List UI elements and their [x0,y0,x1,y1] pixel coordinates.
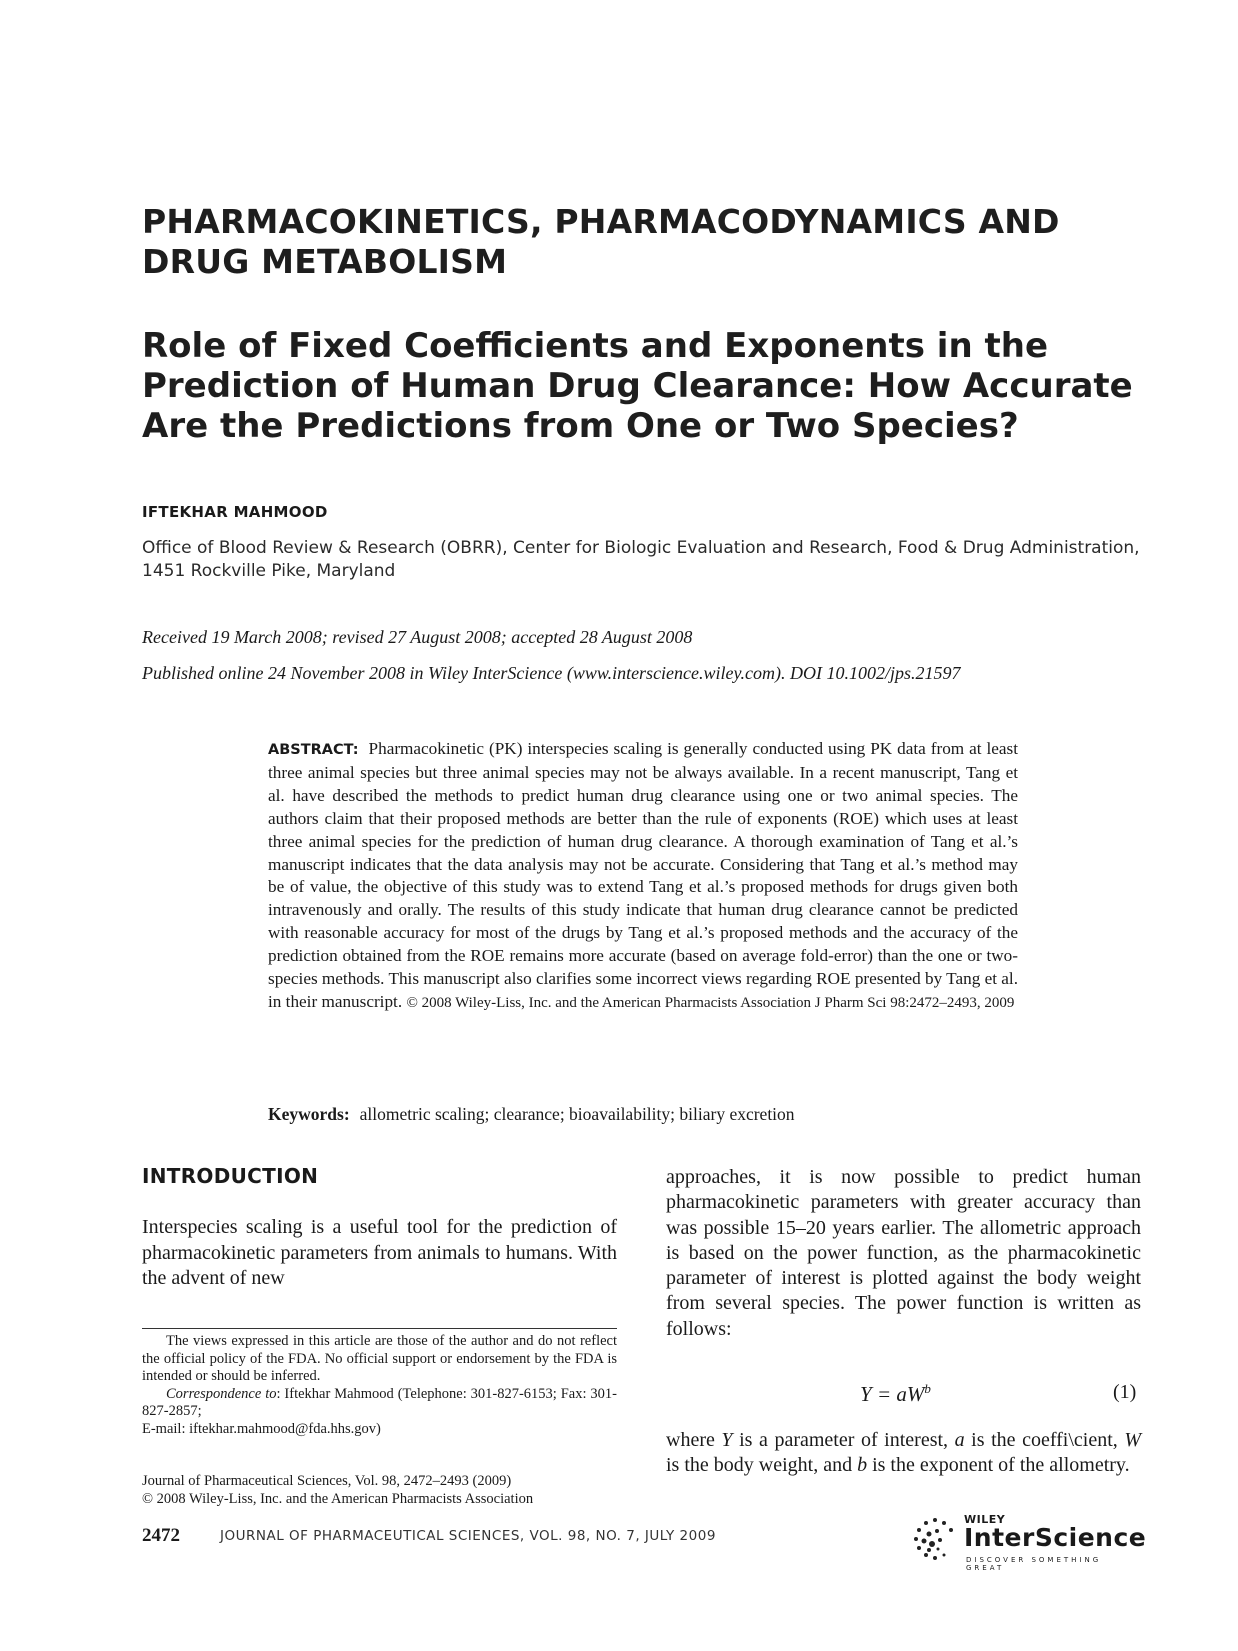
received-dates: Received 19 March 2008; revised 27 August 2008; accepted 28 August 2008 [142,627,693,647]
explanation-text: is a parameter of interest, [732,1429,955,1451]
correspondence-label: Correspondence to [166,1385,277,1402]
article-title: Role of Fixed Coefficients and Exponents in the Prediction of Human Drug Clearance: How Accurate Are the Predictions from One or Two Species? [142,326,1133,446]
footnote-correspondence [142,1386,617,1421]
equation-number: (1) [1113,1381,1137,1403]
keywords-label: Keywords: [268,1104,350,1124]
footnote-email: E-mail: iftekhar.mahmood@fda.hhs.gov) [142,1420,381,1437]
footnote-divider [142,1328,617,1329]
equation [860,1381,931,1407]
equation-rhs: = aW [871,1382,925,1406]
logo-wiley-text: WILEY [964,1513,1006,1526]
explanation-text: where [666,1429,722,1451]
wiley-interscience-logo [910,1510,1147,1572]
author-name: IFTEKHAR MAHMOOD [142,503,328,521]
globe-icon [910,1514,960,1564]
explanation-text: is the body weight, and [666,1454,858,1477]
logo-interscience-text: InterScience [964,1523,1147,1552]
footnote-disclaimer: The views expressed in this article are those of the author and do not reflect the official policy of the FDA. No official support or endorsement by the FDA is intended or should be inferred. [142,1333,617,1385]
journal-copyright: © 2008 Wiley-Liss, Inc. and the American Pharmacists Association [142,1491,534,1507]
equation-explanation [666,1428,1141,1479]
publication-info: Published online 24 November 2008 in Wiley InterScience (www.interscience.wiley.com). DOI 10.1002/jps.21597 [142,663,961,683]
variable-w: W [1124,1429,1141,1451]
abstract-copyright: © 2008 Wiley-Liss, Inc. and the American Pharmacists Association J Pharm Sci 98:2472–2493, 2009 [406,994,1015,1011]
introduction-left-text: Interspecies scaling is a useful tool for the prediction of pharmacokinetic parameters from animals to humans. With the advent of new [142,1216,617,1289]
journal-line: Journal of Pharmaceutical Sciences, Vol. 98, 2472–2493 (2009) [142,1473,512,1489]
correspondence-details: : Iftekhar Mahmood (Telephone: 301-827-6153; Fax: 301-827-2857; [142,1385,617,1420]
section-heading: PHARMACOKINETICS, PHARMACODYNAMICS AND DRUG METABOLISM [142,202,1060,281]
keywords-list: allometric scaling; clearance; bioavailability; biliary excretion [359,1104,795,1124]
abstract-text: Pharmacokinetic (PK) interspecies scaling is generally conducted using PK data from at least three animal species but three animal species may not be always available. In a recent manuscript, Tang et al. have described the methods to predict human drug clearance using one or two animal species. The authors claim that their proposed methods are better than the rule of exponents (ROE) which uses at least three animal species for the prediction of human drug clearance. A thorough examination of Tang et al.’s manuscript indicates that the data analysis may not be accurate. Considering that Tang et al.’s method may be of value, the objective of this study was to extend Tang et al.’s proposed methods for drugs given both intravenously and orally. The results of this study indicate that human drug clearance cannot be predicted with reasonable accuracy for most of the drugs by Tang et al.’s proposed methods and the accuracy of the prediction obtained from the ROE remains more accurate (based on average fold-error) than the one or two-species methods. This manuscript also clarifies some incorrect views regarding ROE presented by Tang et al. in their manuscript. [268,739,1018,1011]
equation-exponent: b [924,1381,931,1396]
running-footer: JOURNAL OF PHARMACEUTICAL SCIENCES, VOL. 98, NO. 7, JULY 2009 [220,1528,716,1544]
page-number: 2472 [142,1525,180,1546]
introduction-right-text: approaches, it is now possible to predict human pharmacokinetic parameters with greater accuracy than was possible 15–20 years earlier. The allometric approach is based on the power function, as the pharmacokinetic parameter of interest is plotted against the body weight from several species. The power function is written as follows: [666,1166,1141,1340]
footnotes [142,1333,617,1439]
variable-b: b [857,1454,868,1477]
explanation-text: is the exponent of the allometry. [867,1454,1130,1477]
explanation-text: is the coeffi\cient, [964,1429,1125,1451]
logo-tagline: DISCOVER SOMETHING GREAT [966,1556,1102,1572]
variable-y: Y [721,1429,733,1451]
keywords [268,1104,795,1125]
abstract [268,738,1018,1015]
introduction-heading: INTRODUCTION [142,1164,319,1188]
journal-info [142,1472,617,1508]
equation-lhs: Y [860,1382,872,1406]
variable-a: a [954,1429,965,1451]
abstract-label: ABSTRACT: [268,742,359,758]
author-affiliation: Office of Blood Review & Research (OBRR), Center for Biologic Evaluation and Research, Food & Drug Administration, 1451 Rockville Pike, Maryland [142,538,1140,581]
